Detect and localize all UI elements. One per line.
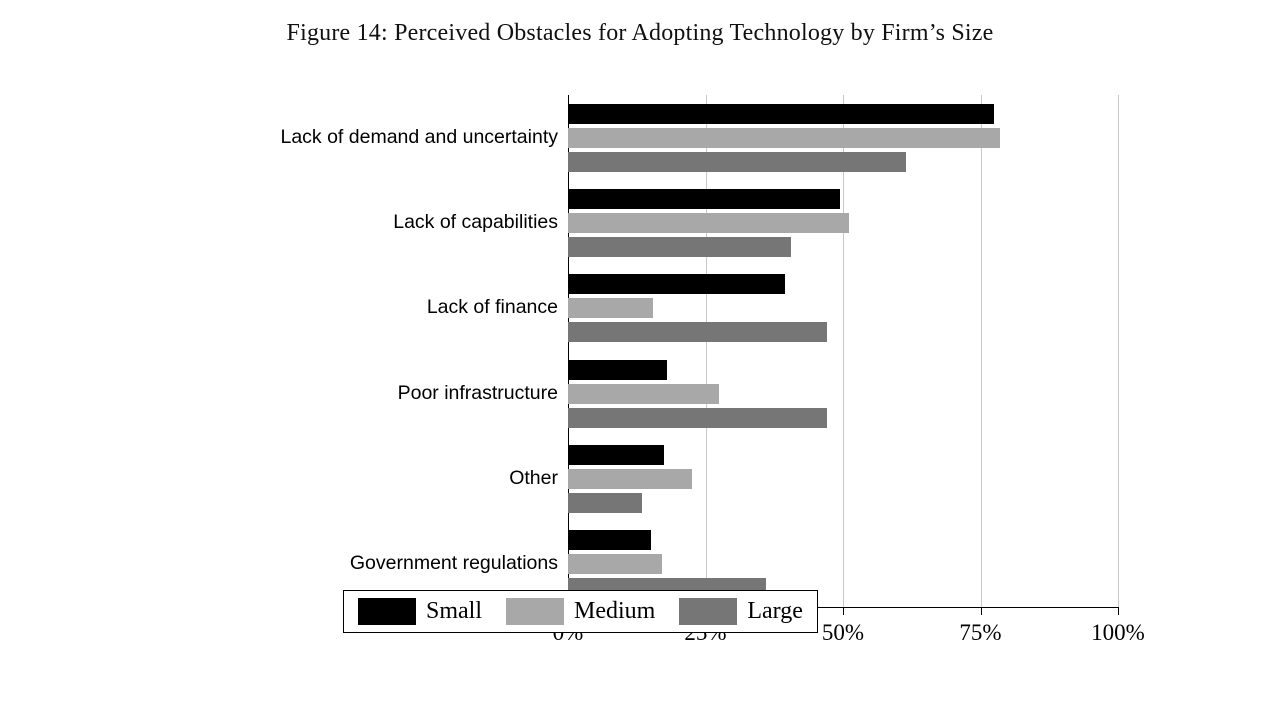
bar-medium-5 — [568, 469, 692, 489]
x-tick-label: 100% — [1091, 620, 1145, 645]
chart-legend — [343, 590, 818, 633]
bar-fill — [568, 445, 664, 465]
category-label: Lack of demand and uncertainty — [280, 125, 558, 148]
bar-fill — [568, 152, 906, 172]
x-tick-mark — [843, 607, 844, 615]
legend-item-large — [679, 598, 803, 625]
legend-item-small — [358, 598, 506, 625]
bar-fill — [568, 469, 692, 489]
gridline — [1118, 95, 1119, 607]
bar-large-3 — [568, 322, 827, 342]
bar-medium-2 — [568, 213, 849, 233]
category-label: Government regulations — [349, 552, 558, 575]
bar-fill — [568, 554, 662, 574]
bar-large-5 — [568, 493, 642, 513]
bar-fill — [568, 213, 849, 233]
bar-fill — [568, 274, 785, 294]
legend-label: Large — [747, 598, 803, 624]
category-label: Lack of finance — [426, 296, 558, 319]
legend-swatch — [679, 598, 737, 625]
bar-large-1 — [568, 152, 906, 172]
bar-medium-3 — [568, 298, 653, 318]
bar-medium-6 — [568, 554, 662, 574]
legend-swatch — [358, 598, 416, 625]
legend-item-medium — [506, 598, 679, 625]
bar-group — [426, 274, 1118, 342]
bar-group — [509, 445, 1118, 513]
bar-fill — [568, 384, 719, 404]
bar-group — [280, 104, 1118, 172]
bar-fill — [568, 298, 653, 318]
bar-large-4 — [568, 408, 827, 428]
category-label: Lack of capabilities — [393, 211, 558, 233]
x-tick-label: 50% — [821, 620, 865, 645]
legend-label: Medium — [574, 598, 656, 624]
bar-large-2 — [568, 237, 791, 257]
bar-small-6 — [568, 530, 651, 550]
x-tick-mark — [981, 607, 982, 615]
legend-label: Small — [426, 598, 483, 624]
plot-area — [280, 95, 1118, 607]
bar-group — [349, 530, 1118, 598]
category-label: Poor infrastructure — [397, 381, 558, 404]
bar-small-2 — [568, 189, 840, 209]
bar-small-1 — [568, 104, 994, 124]
figure-title: Figure 14: Perceived Obstacles for Adopting Technology by Firm’s Size — [286, 20, 994, 46]
bar-small-5 — [568, 445, 664, 465]
bar-group — [397, 360, 1118, 428]
bar-small-4 — [568, 360, 667, 380]
bar-medium-4 — [568, 384, 719, 404]
bar-fill — [568, 493, 642, 513]
bar-fill — [568, 104, 994, 124]
category-label: Other — [509, 467, 558, 489]
bar-fill — [568, 237, 791, 257]
bar-group — [393, 189, 1118, 257]
legend-swatch — [506, 598, 564, 625]
bar-fill — [568, 360, 667, 380]
bar-fill — [568, 128, 1000, 148]
bar-small-3 — [568, 274, 785, 294]
bar-fill — [568, 189, 840, 209]
x-tick-mark — [1118, 607, 1119, 615]
bar-fill — [568, 530, 651, 550]
bar-fill — [568, 322, 827, 342]
bar-medium-1 — [568, 128, 1000, 148]
x-tick-label: 75% — [959, 620, 1002, 645]
bar-fill — [568, 408, 827, 428]
